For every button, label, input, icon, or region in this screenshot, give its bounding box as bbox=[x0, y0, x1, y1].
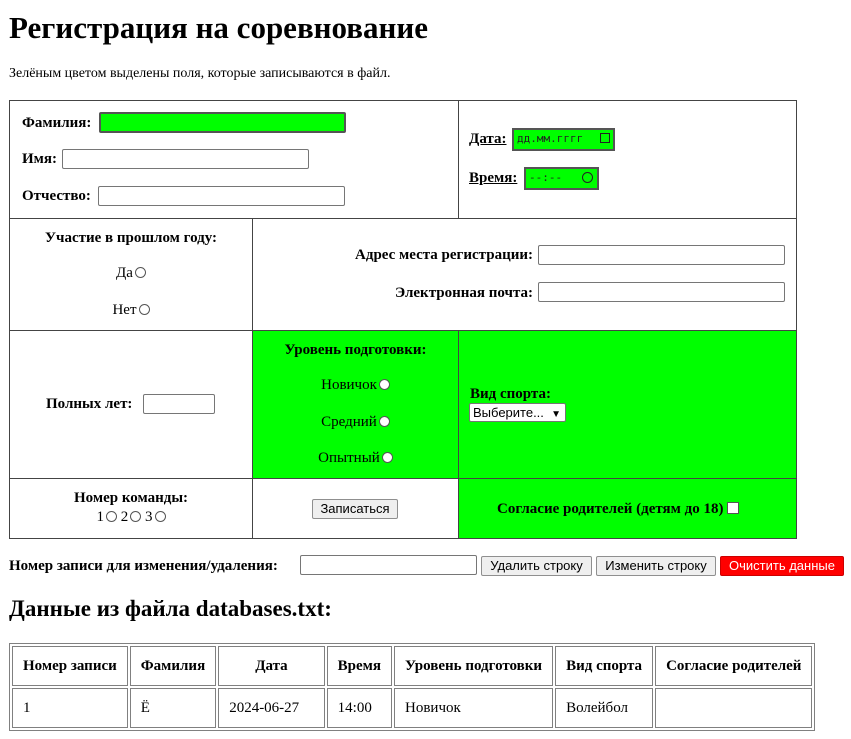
no-radio[interactable] bbox=[139, 304, 150, 315]
level-option-expert[interactable] bbox=[252, 450, 459, 467]
date-label: Дата: bbox=[469, 131, 507, 147]
level-label: Уровень подготовки: bbox=[284, 342, 427, 358]
cell-surname: Ё bbox=[130, 688, 216, 728]
participation-label: Участие в прошлом году: bbox=[44, 230, 218, 246]
time-placeholder: --:-- bbox=[529, 171, 563, 184]
header-time: Время bbox=[327, 646, 392, 686]
edit-row-button[interactable]: Изменить строку bbox=[596, 556, 716, 576]
email-input[interactable] bbox=[538, 282, 785, 302]
age-input[interactable] bbox=[143, 394, 215, 414]
team-label: Номер команды: bbox=[73, 490, 189, 506]
sport-selected-value: Выберите... bbox=[473, 405, 544, 420]
header-record-number: Номер записи bbox=[12, 646, 128, 686]
age-label: Полных лет: bbox=[46, 396, 133, 412]
email-label: Электронная почта: bbox=[395, 285, 533, 301]
date-placeholder: дд.мм.гггг bbox=[517, 132, 584, 145]
submit-button[interactable]: Записаться bbox=[312, 499, 398, 519]
team-2-radio[interactable] bbox=[130, 511, 141, 522]
chevron-down-icon: ▼ bbox=[551, 409, 561, 420]
time-label: Время: bbox=[469, 170, 518, 186]
cell-time: 14:00 bbox=[327, 688, 392, 728]
header-surname: Фамилия bbox=[130, 646, 216, 686]
team-3-label: 3 bbox=[145, 509, 153, 525]
header-date: Дата bbox=[218, 646, 324, 686]
consent-row bbox=[497, 501, 739, 518]
time-input[interactable] bbox=[524, 167, 599, 190]
level-medium-radio[interactable] bbox=[379, 416, 390, 427]
clear-data-button[interactable]: Очистить данные bbox=[720, 556, 844, 576]
surname-input[interactable] bbox=[99, 112, 346, 133]
table-row bbox=[12, 688, 812, 728]
cell-sport: Волейбол bbox=[555, 688, 653, 728]
data-table bbox=[9, 643, 815, 731]
cell-date: 2024-06-27 bbox=[218, 688, 324, 728]
header-consent: Согласие родителей bbox=[655, 646, 812, 686]
contacts-cell bbox=[252, 218, 797, 331]
level-medium-label: Средний bbox=[321, 414, 377, 430]
record-number-input[interactable] bbox=[300, 555, 477, 575]
team-1-label: 1 bbox=[96, 509, 104, 525]
sport-select[interactable] bbox=[469, 403, 566, 422]
participation-no[interactable] bbox=[9, 302, 253, 319]
page-title: Регистрация на соревнование bbox=[9, 10, 428, 45]
team-3-radio[interactable] bbox=[155, 511, 166, 522]
level-novice-label: Новичок bbox=[321, 377, 377, 393]
header-sport: Вид спорта bbox=[555, 646, 653, 686]
surname-label: Фамилия: bbox=[22, 115, 92, 131]
cell-consent bbox=[655, 688, 812, 728]
level-expert-label: Опытный bbox=[318, 450, 380, 466]
table-header-row bbox=[12, 646, 812, 686]
address-input[interactable] bbox=[538, 245, 785, 265]
name-input[interactable] bbox=[62, 149, 309, 169]
level-expert-radio[interactable] bbox=[382, 452, 393, 463]
name-label: Имя: bbox=[22, 151, 57, 167]
patronymic-label: Отчество: bbox=[22, 188, 91, 204]
delete-row-button[interactable]: Удалить строку bbox=[481, 556, 592, 576]
cell-level: Новичок bbox=[394, 688, 553, 728]
patronymic-input[interactable] bbox=[98, 186, 345, 206]
team-2-label: 2 bbox=[120, 509, 129, 525]
no-label: Нет bbox=[112, 302, 137, 318]
level-novice-radio[interactable] bbox=[379, 379, 390, 390]
consent-checkbox[interactable] bbox=[727, 502, 739, 514]
yes-label: Да bbox=[116, 265, 133, 281]
team-options bbox=[9, 509, 253, 526]
clock-icon[interactable] bbox=[582, 172, 593, 183]
address-label: Адрес места регистрации: bbox=[355, 247, 533, 263]
level-option-medium[interactable] bbox=[252, 414, 459, 431]
page-note: Зелёным цветом выделены поля, которые записываются в файл. bbox=[9, 66, 391, 81]
datetime-cell bbox=[458, 100, 797, 219]
consent-label: Согласие родителей (детям до 18) bbox=[497, 501, 724, 517]
yes-radio[interactable] bbox=[135, 267, 146, 278]
sport-label: Вид спорта: bbox=[470, 386, 551, 402]
team-1-radio[interactable] bbox=[106, 511, 117, 522]
record-number-label: Номер записи для изменения/удаления: bbox=[9, 558, 278, 574]
data-section-title: Данные из файла databases.txt: bbox=[9, 596, 332, 621]
calendar-icon[interactable] bbox=[600, 133, 610, 143]
participation-yes[interactable] bbox=[9, 265, 253, 282]
level-option-novice[interactable] bbox=[252, 377, 459, 394]
cell-record-number: 1 bbox=[12, 688, 128, 728]
header-level: Уровень подготовки bbox=[394, 646, 553, 686]
date-input[interactable] bbox=[512, 128, 615, 151]
